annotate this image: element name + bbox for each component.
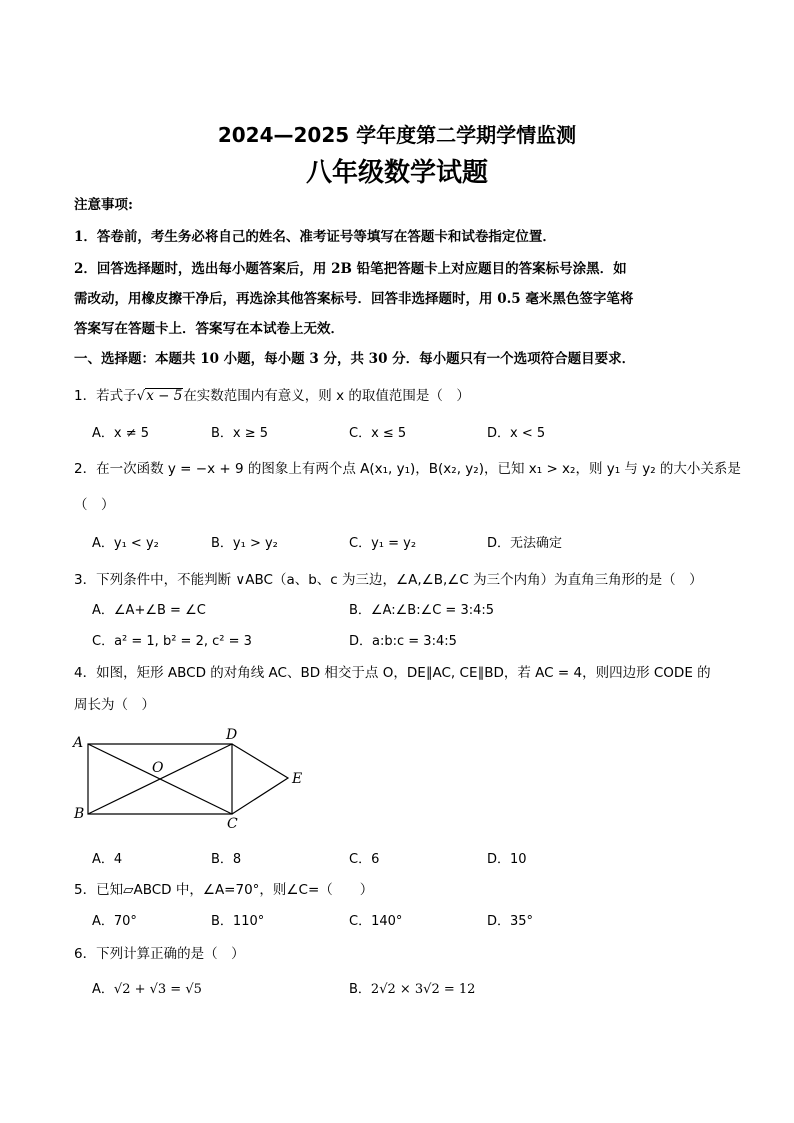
question-1-option-b: B．x ≥ 5 bbox=[211, 426, 269, 441]
question-6-option-a-expr: √2 + √3 = √5 bbox=[113, 982, 202, 997]
question-6-option-a-label: A． bbox=[92, 982, 114, 997]
notice-item-1: 1．答卷前，考生务必将自己的姓名、准考证号等填写在答题卡和试卷指定位置． bbox=[74, 229, 556, 245]
question-5-option-b: B．110° bbox=[211, 914, 265, 929]
question-3-option-a: A．∠A+∠B = ∠C bbox=[92, 603, 206, 618]
question-4-option-a: A．4 bbox=[92, 852, 123, 867]
question-6-option-b-label: B． bbox=[349, 982, 371, 997]
question-1-option-a: A．x ≠ 5 bbox=[92, 426, 150, 441]
question-2-line-1: 2．在一次函数 y = −x + 9 的图象上有两个点 A(x₁, y₁)，B(x₂, y₂)，已知 x₁ > x₂，则 y₁ 与 y₂ 的大小关系是 bbox=[74, 461, 741, 477]
label-d: D bbox=[226, 727, 238, 743]
label-e: E bbox=[292, 771, 303, 787]
question-1-suffix: 在实数范围内有意义，则 x 的取值范围是（ ） bbox=[183, 388, 470, 404]
question-6-option-a bbox=[92, 978, 202, 997]
question-4-option-c: C．6 bbox=[349, 852, 380, 867]
question-2-line-2: （ ） bbox=[74, 497, 115, 513]
exam-title-line1: 2024—2025 学年度第二学期学情监测 bbox=[217, 123, 577, 147]
question-2-option-c: C．y₁ = y₂ bbox=[349, 536, 417, 551]
label-c: C bbox=[227, 816, 238, 832]
question-2-option-a: A．y₁ < y₂ bbox=[92, 536, 159, 551]
label-o: O bbox=[152, 760, 164, 776]
question-5: 5．已知▱ABCD 中，∠A=70°，则∠C=（ ） bbox=[74, 882, 374, 898]
label-b: B bbox=[74, 806, 85, 822]
question-4-line-1: 4．如图，矩形 ABCD 的对角线 AC、BD 相交于点 O，DE∥AC, CE∥BD，若 AC = 4，则四边形 CODE 的 bbox=[74, 665, 711, 681]
question-4-figure bbox=[70, 722, 310, 832]
notice-item-2-line-2: 需改动，用橡皮擦干净后，再选涂其他答案标号．回答非选择题时，用 0.5 毫米黑色签字笔将 bbox=[74, 291, 634, 307]
notice-item-2-line-3: 答案写在答题卡上．答案写在本试卷上无效． bbox=[74, 321, 344, 337]
question-1-option-d: D．x < 5 bbox=[487, 426, 546, 441]
notice-heading: 注意事项: bbox=[74, 197, 133, 213]
question-3-option-b: B．∠A:∠B:∠C = 3:4:5 bbox=[349, 603, 495, 618]
segments-de-ec bbox=[232, 744, 288, 814]
notice-item-2-line-1: 2．回答选择题时，选出每小题答案后，用 2B 铅笔把答题卡上对应题目的答案标号涂黑．如 bbox=[74, 261, 627, 277]
question-1-option-c: C．x ≤ 5 bbox=[349, 426, 407, 441]
question-2-option-b: B．y₁ > y₂ bbox=[211, 536, 278, 551]
question-6-option-b bbox=[349, 978, 475, 997]
question-3-option-c: C．a² = 1, b² = 2, c² = 3 bbox=[92, 634, 252, 649]
question-4-line-2: 周长为（ ） bbox=[74, 697, 155, 713]
label-a: A bbox=[73, 735, 84, 751]
question-6-option-b-expr: 2√2 × 3√2 = 12 bbox=[370, 982, 476, 997]
question-4-option-b: B．8 bbox=[211, 852, 242, 867]
question-3-option-d: D．a:b:c = 3:4:5 bbox=[349, 634, 457, 649]
question-4-option-d: D．10 bbox=[487, 852, 527, 867]
question-6: 6．下列计算正确的是（ ） bbox=[74, 946, 245, 962]
question-5-option-a: A．70° bbox=[92, 914, 137, 929]
question-1: 1．若式子√x − 5在实数范围内有意义，则 x 的取值范围是（ ） bbox=[74, 388, 470, 404]
exam-title-line2: 八年级数学试题 bbox=[305, 158, 488, 188]
question-2-option-d: D．无法确定 bbox=[487, 536, 563, 551]
question-1-radicand: x − 5 bbox=[146, 388, 183, 404]
section-1-heading: 一、选择题：本题共 10 小题，每小题 3 分，共 30 分．每小题只有一个选项符合题目要求． bbox=[74, 351, 636, 367]
question-1-prefix: 1．若式子 bbox=[74, 388, 137, 404]
question-5-option-d: D．35° bbox=[487, 914, 534, 929]
question-5-option-c: C．140° bbox=[349, 914, 403, 929]
question-3: 3．下列条件中，不能判断 ∨ABC（a、b、c 为三边，∠A,∠B,∠C 为三个内角）为直角三角形的是（ ） bbox=[74, 572, 703, 588]
